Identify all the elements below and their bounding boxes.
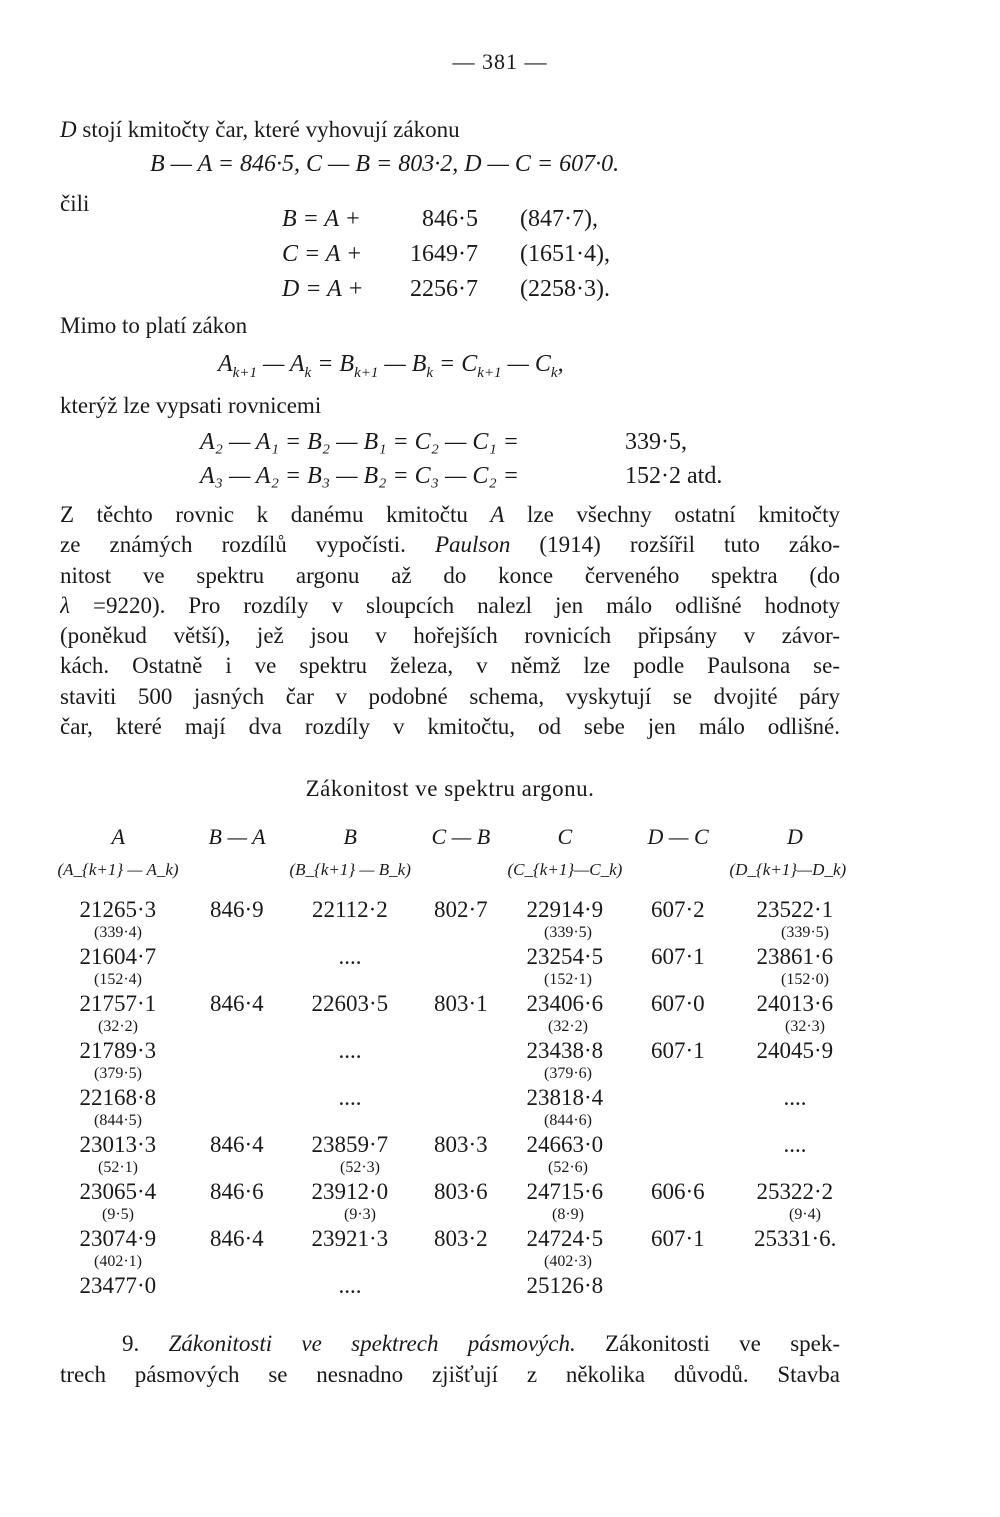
sum-eq-value: 2256·7 xyxy=(410,276,478,302)
table-header-b: B xyxy=(343,824,357,849)
table-diff-a: (379·5) xyxy=(94,1065,142,1082)
paragraph-row: (poněkud větší), jež jsou v hořejších rovnicích připsány v závor- xyxy=(60,623,840,649)
table-cell-c: 24715·6 xyxy=(526,1179,604,1204)
table-diff-c: (8·9) xyxy=(552,1206,584,1223)
table-cell-c: 23438·8 xyxy=(526,1038,604,1063)
table-cell-c: 24724·5 xyxy=(526,1226,604,1251)
table-cell-dc: 607·1 xyxy=(651,1226,705,1251)
sum-eq-lhs: C = A + xyxy=(282,241,363,267)
sum-eq-paren: (847·7), xyxy=(520,206,598,232)
table-cell-b: .... xyxy=(338,1038,362,1063)
sum-eq-value: 846·5 xyxy=(422,206,478,232)
paragraph-row: kách. Ostatně i ve spektru železa, v němž lze podle Paulsona se- xyxy=(60,653,840,679)
table-cell-c: 25126·8 xyxy=(526,1273,604,1298)
table-subheader: (B_{k+1} — B_k) xyxy=(289,860,411,879)
section-number: 9. xyxy=(122,1331,140,1356)
table-subheader: (D_{k+1}—D_k) xyxy=(729,860,847,879)
section-title: Zákonitosti ve spektrech pásmových. xyxy=(168,1331,576,1356)
table-header-a: A xyxy=(111,824,125,849)
example-eq-value: 339·5, xyxy=(625,429,687,455)
table-diff-c: (152·1) xyxy=(544,971,592,988)
mimo-line: Mimo to platí zákon xyxy=(60,313,248,338)
table-cell-c: 22914·9 xyxy=(526,897,604,922)
table-diff-c: (402·3) xyxy=(544,1253,592,1270)
table-cell-b: 22603·5 xyxy=(311,991,389,1016)
table-diff-c: (379·6) xyxy=(544,1065,592,1082)
paragraph-row: staviti 500 jasných čar v podobné schema, vyskytují se dvojité páry xyxy=(60,683,840,709)
table-cell-d: .... xyxy=(783,1085,807,1110)
table-diff-c: (339·5) xyxy=(544,924,592,941)
sum-eq-lhs: D = A + xyxy=(282,276,364,302)
table-cell-c: 23406·6 xyxy=(526,991,604,1016)
equation-general-law: $A_{k+1}$ — $A_k = B_{k+1}$ — $B_k = C_{k+1}$ — $C_k$, xyxy=(218,351,564,381)
table-subheader: (C_{k+1}—C_k) xyxy=(507,860,623,879)
table-cell-b: .... xyxy=(338,1273,362,1298)
table-cell-c: 24663·0 xyxy=(526,1132,604,1157)
table-cell-a: 22168·8 xyxy=(79,1085,157,1110)
table-cell-b: 22112·2 xyxy=(312,897,388,922)
table-diff-d: (152·0) xyxy=(781,971,829,988)
table-cell-d: .... xyxy=(783,1132,807,1157)
table-cell-cb: 802·7 xyxy=(434,897,488,922)
table-cell-ba: 846·6 xyxy=(210,1179,264,1204)
table-cell-d: 23522·1 xyxy=(756,897,834,922)
table-cell-cb: 803·1 xyxy=(434,991,488,1016)
table-cell-b: 23912·0 xyxy=(311,1179,389,1204)
table-header-dc: D — C xyxy=(647,824,709,849)
body-paragraph xyxy=(60,500,840,742)
table-cell-a: 23477·0 xyxy=(79,1273,157,1298)
table-cell-d: 23861·6 xyxy=(756,944,834,969)
table-header-cb: C — B xyxy=(431,824,491,849)
sum-eq-paren: (1651·4), xyxy=(520,241,610,267)
table-cell-a: 23065·4 xyxy=(79,1179,157,1204)
table-cell-b: .... xyxy=(338,944,362,969)
table-diff-a: (152·4) xyxy=(94,971,142,988)
table-cell-dc: 607·1 xyxy=(651,944,705,969)
table-cell-a: 21789·3 xyxy=(79,1038,157,1063)
table-cell-cb: 803·6 xyxy=(434,1179,488,1204)
table-diff-b: (9·3) xyxy=(344,1206,376,1223)
kteryz-line: kterýž lze vypsati rovnicemi xyxy=(60,393,322,418)
table-cell-d: 24013·6 xyxy=(756,991,834,1016)
table-cell-b: 23921·3 xyxy=(311,1226,389,1251)
table-cell-a: 21757·1 xyxy=(79,991,157,1016)
table-cell-d: 25331·6. xyxy=(754,1226,837,1251)
table-diff-d: (9·4) xyxy=(789,1206,821,1223)
sum-eq-lhs: B = A + xyxy=(282,206,361,232)
table-cell-b: 23859·7 xyxy=(311,1132,389,1157)
table-cell-d: 25322·2 xyxy=(756,1179,834,1204)
table-diff-c: (844·6) xyxy=(544,1112,592,1129)
table-cell-dc: 607·1 xyxy=(651,1038,705,1063)
table-header-d: D xyxy=(787,824,803,849)
table-diff-a: (844·5) xyxy=(94,1112,142,1129)
paragraph-row: λ =9220). Pro rozdíly v sloupcích nalezl jen málo odlišné hodnoty xyxy=(60,592,840,618)
table-cell-ba: 846·4 xyxy=(210,991,264,1016)
table-cell-cb: 803·2 xyxy=(434,1226,488,1251)
table-cell-b: .... xyxy=(338,1085,362,1110)
table-diff-a: (9·5) xyxy=(102,1206,134,1223)
table-diff-a: (402·1) xyxy=(94,1253,142,1270)
table-diff-a: (32·2) xyxy=(98,1018,138,1035)
table-diff-c: (52·6) xyxy=(548,1159,588,1176)
table-cell-cb: 803·3 xyxy=(434,1132,488,1157)
paragraph-row: Z těchto rovnic k danému kmitočtu A lze všechny ostatní kmitočty xyxy=(60,502,840,527)
table-header-c: C xyxy=(557,824,573,849)
paragraph-row: ze známých rozdílů vypočísti. Paulson (1914) rozšířil tuto záko- xyxy=(60,532,840,558)
table-diff-a: (339·4) xyxy=(94,924,142,941)
example-eq-lhs: A₂ — A₁ = B₂ — B₁ = C₂ — C₁ = xyxy=(200,429,519,455)
table-diff-c: (32·2) xyxy=(548,1018,588,1035)
section-row1-rest: Zákonitosti ve spek- xyxy=(605,1331,841,1356)
table-cell-ba: 846·9 xyxy=(210,897,264,922)
table-diff-d: (32·3) xyxy=(785,1018,825,1035)
page-number: — 381 — xyxy=(452,49,548,74)
intro-d: D xyxy=(60,117,77,142)
table-header-ba: B — A xyxy=(208,824,266,849)
paragraph-row: čar, které mají dva rozdíly v kmitočtu, od sebe jen málo odlišné. xyxy=(60,714,840,740)
table-cell-d: 24045·9 xyxy=(756,1038,834,1063)
table-diff-a: (52·1) xyxy=(98,1159,138,1176)
table-cell-a: 23074·9 xyxy=(79,1226,157,1251)
table-cell-c: 23818·4 xyxy=(526,1085,604,1110)
table-cell-a: 23013·3 xyxy=(79,1132,157,1157)
table-cell-ba: 846·4 xyxy=(210,1226,264,1251)
table-cell-a: 21604·7 xyxy=(79,944,157,969)
table-caption: Zákonitost ve spektru argonu. xyxy=(305,776,595,801)
table-cell-dc: 607·2 xyxy=(651,897,705,922)
section-row-1 xyxy=(60,1328,840,1359)
cili-word: čili xyxy=(60,191,90,216)
table-cell-ba: 846·4 xyxy=(210,1132,264,1157)
eq3-a: A xyxy=(218,351,233,377)
example-eq-value: 152·2 atd. xyxy=(625,463,723,489)
intro-line xyxy=(60,116,460,144)
table-cell-dc: 607·0 xyxy=(651,991,705,1016)
intro-text: stojí kmitočty čar, které vyhovují zákonu xyxy=(76,117,460,142)
table-cell-a: 21265·3 xyxy=(79,897,157,922)
paragraph-row: nitost ve spektru argonu až do konce červeného spektra (do xyxy=(60,562,840,588)
table-diff-b: (52·3) xyxy=(340,1159,380,1176)
equation-differences: B — A = 846·5, C — B = 803·2, D — C = 607·0. xyxy=(150,151,620,177)
sum-eq-paren: (2258·3). xyxy=(520,276,610,302)
table-cell-dc: 606·6 xyxy=(651,1179,705,1204)
table-cell-c: 23254·5 xyxy=(526,944,604,969)
section-row-2: trech pásmových se nesnadno zjišťují z několika důvodů. Stavba xyxy=(60,1362,840,1387)
section-9 xyxy=(60,1328,840,1390)
table-diff-d: (339·5) xyxy=(781,924,829,941)
example-eq-lhs: A₃ — A₂ = B₃ — B₂ = C₃ — C₂ = xyxy=(200,463,519,489)
table-subheader: (A_{k+1} — A_k) xyxy=(57,860,179,879)
sum-eq-value: 1649·7 xyxy=(410,241,478,267)
